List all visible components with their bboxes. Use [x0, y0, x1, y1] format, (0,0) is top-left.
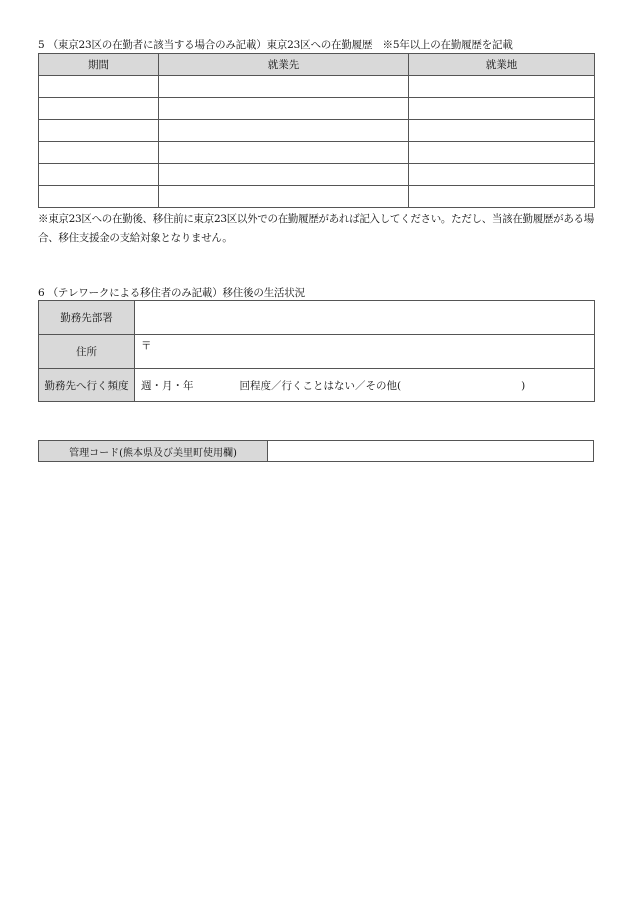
section5-note: ※東京23区への在勤後、移住前に東京23区以外での在勤履歴があれば記入してください。ただし、当該在勤履歴がある場合、移住支援金の支給対象となりません。: [38, 213, 594, 244]
table-row: [39, 186, 595, 208]
employer-cell[interactable]: [159, 76, 409, 98]
living-status-table: [38, 300, 595, 402]
address-row: [39, 335, 595, 369]
table-row: [39, 164, 595, 186]
management-code-table: [38, 440, 594, 462]
employer-cell[interactable]: [159, 186, 409, 208]
address-field[interactable]: [135, 335, 595, 369]
period-cell[interactable]: [39, 76, 159, 98]
management-row: [39, 441, 594, 462]
workplace-cell[interactable]: [409, 142, 595, 164]
management-code-label: 管理コード(熊本県及び美里町使用欄): [39, 441, 268, 462]
department-row: [39, 301, 595, 335]
workplace-cell[interactable]: [409, 76, 595, 98]
column-header-period: 期間: [39, 54, 159, 76]
table-row: [39, 76, 595, 98]
postal-mark: 〒: [141, 340, 152, 352]
table-row: [39, 98, 595, 120]
section6-title: 6 （テレワークによる移住者のみ記載）移住後の生活状況: [38, 287, 305, 299]
table-header-row: [39, 54, 595, 76]
frequency-field[interactable]: [135, 369, 595, 402]
frequency-count-text: 回程度／行くことはない／その他(: [239, 379, 402, 392]
employer-cell[interactable]: [159, 98, 409, 120]
column-header-workplace: 就業地: [409, 54, 595, 76]
period-cell[interactable]: [39, 164, 159, 186]
period-cell[interactable]: [39, 142, 159, 164]
department-field[interactable]: [135, 301, 595, 335]
employer-cell[interactable]: [159, 120, 409, 142]
frequency-close-paren: ): [521, 379, 526, 392]
workplace-cell[interactable]: [409, 120, 595, 142]
employer-cell[interactable]: [159, 164, 409, 186]
workplace-cell[interactable]: [409, 186, 595, 208]
frequency-label: 勤務先へ行く頻度: [39, 369, 135, 402]
workplace-cell[interactable]: [409, 164, 595, 186]
workplace-cell[interactable]: [409, 98, 595, 120]
column-header-employer: 就業先: [159, 54, 409, 76]
management-code-field[interactable]: [268, 441, 594, 462]
address-label: 住所: [39, 335, 135, 369]
period-cell[interactable]: [39, 98, 159, 120]
frequency-unit-options[interactable]: 週・月・年: [141, 379, 194, 392]
period-cell[interactable]: [39, 120, 159, 142]
table-row: [39, 142, 595, 164]
frequency-row: [39, 369, 595, 402]
work-history-table: [38, 53, 595, 208]
table-row: [39, 120, 595, 142]
department-label: 勤務先部署: [39, 301, 135, 335]
period-cell[interactable]: [39, 186, 159, 208]
section5-title: 5 （東京23区の在勤者に該当する場合のみ記載）東京23区への在勤履歴 ※5年以上の在勤履歴を記載: [38, 39, 513, 51]
employer-cell[interactable]: [159, 142, 409, 164]
